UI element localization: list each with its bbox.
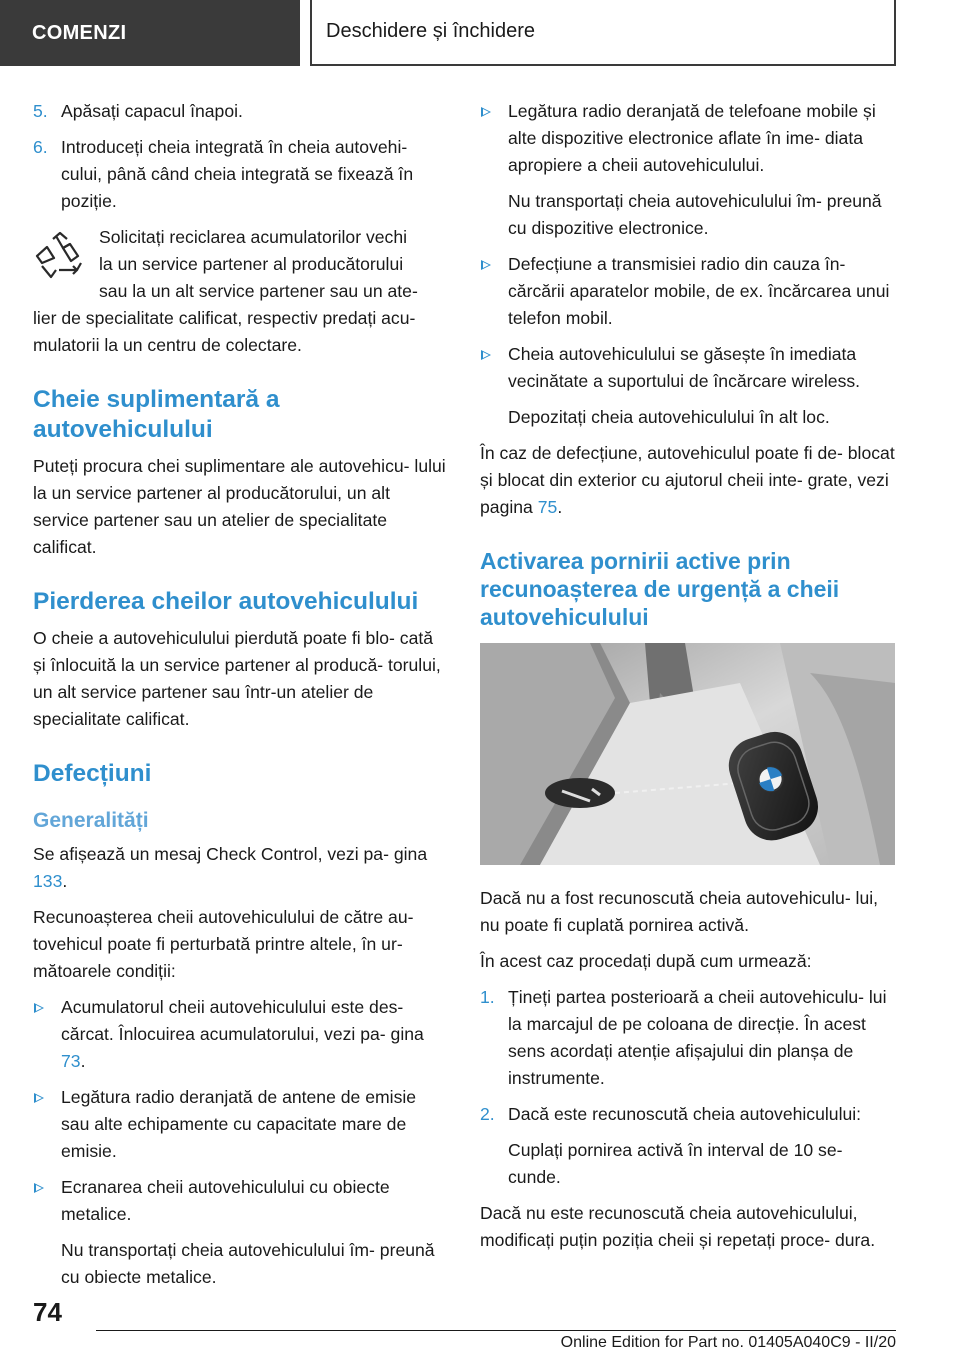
paragraph-text: În caz de defecțiune, autovehiculul poate fi de‐ blocat și blocat din exterior cu ajutorul cheii inte‐ grate, vezi pagina <box>480 443 895 517</box>
heading-extra-key: Cheie suplimentară a autovehiculului <box>33 386 280 443</box>
paragraph-procedure: În acest caz procedați după cum urmează: <box>480 951 812 971</box>
recycling-note <box>33 224 449 359</box>
step-text: Țineți partea posterioară a cheii autovehiculu‐ lui la marcajul de pe coloana de direcție. În acest sens acordați atenție afișajului din planșa de instrumente. <box>508 987 887 1088</box>
bullet-triangle-icon <box>481 350 491 360</box>
bullet-subtext: Nu transportați cheia autovehiculului îm‐ preună cu dispozitive electronice. <box>508 191 882 238</box>
step-subtext: Cuplați pornirea activă în interval de 10 se‐ cunde. <box>508 1140 843 1187</box>
note-text: lier de specialitate calificat, respectiv predați acu‐ mulatorii la un centru de colectare. <box>33 308 416 355</box>
footer-edition: Online Edition for Part no. 01405A040C9 - II/20 <box>560 1334 896 1351</box>
note-line: sau la un alt service partener sau un ate‐ <box>99 281 418 301</box>
paragraph-text: . <box>557 497 563 517</box>
step-text: Apăsați capacul înapoi. <box>61 101 243 121</box>
bullet-item <box>33 994 449 1075</box>
chapter-title: Deschidere și închidere <box>310 0 896 66</box>
bullet-triangle-icon <box>34 1003 44 1013</box>
bullet-item <box>480 341 895 395</box>
step-item <box>33 134 449 215</box>
page-number: 74 <box>33 1297 62 1327</box>
bullet-text: Cheia autovehiculului se găsește în imediata vecinătate a suportului de încărcare wireless. <box>508 344 861 391</box>
bullet-triangle-icon <box>34 1093 44 1103</box>
paragraph-lost-keys: O cheie a autovehiculului pierdută poate fi blo‐ cată și înlocuită la un service partener al producă‐ torului, un alt service partener sau într-un atelier de specialitate calificat. <box>33 628 441 729</box>
bullet-text: . <box>80 1051 86 1071</box>
heading-lost-keys: Pierderea cheilor autovehiculului <box>33 588 419 615</box>
bullet-text: Legătura radio deranjată de antene de emisie sau alte echipamente cu capacitate mare de emisie. <box>61 1087 417 1161</box>
footer-divider <box>96 1330 896 1331</box>
paragraph-text: Se afișează un mesaj Check Control, vezi pa‐ gina <box>33 844 428 864</box>
bullet-triangle-icon <box>481 260 491 270</box>
bullet-text: Defecțiune a transmisiei radio din cauza în‐ cărcării aparatelor mobile, de ex. încărcarea unui telefon mobil. <box>508 254 890 328</box>
bullet-triangle-icon <box>481 107 491 117</box>
paragraph-extra-key: Puteți procura chei suplimentare ale autovehicu‐ lului la un service partener al producătorului, un alt service partener sau un atelier de specialitate calificat. <box>33 456 446 557</box>
paragraph-fault <box>480 440 895 521</box>
paragraph-text: . <box>62 871 68 891</box>
bullet-subtext: Nu transportați cheia autovehiculului îm‐ preună cu obiecte metalice. <box>61 1240 435 1287</box>
step-text: Introduceți cheia integrată în cheia autovehi‐ cului, până când cheia integrată se fixează în poziție. <box>61 137 414 211</box>
note-line: Solicitați reciclarea acumulatorilor vechi <box>99 227 408 247</box>
car-interior-illustration <box>480 643 895 865</box>
bullet-item <box>480 251 895 332</box>
bullet-item <box>33 1174 449 1228</box>
step-item <box>33 98 449 125</box>
bullet-item <box>33 1084 449 1165</box>
note-line: la un service partener al producătorului <box>99 254 404 274</box>
step-number: 5. <box>33 101 48 121</box>
heading-general: Generalități <box>33 809 149 832</box>
page-link-73[interactable]: 73 <box>61 1051 81 1071</box>
recycle-icon <box>33 230 87 284</box>
paragraph-final: Dacă nu este recunoscută cheia autovehiculului, modificați puțin poziția cheii și repetați proce‐ dura. <box>480 1203 876 1250</box>
left-column <box>33 98 449 1300</box>
bullet-triangle-icon <box>34 1183 44 1193</box>
step-item <box>480 984 895 1092</box>
bullet-item <box>480 98 895 179</box>
step-text: Dacă este recunoscută cheia autovehiculului: <box>508 1104 862 1124</box>
paragraph-general <box>33 841 449 895</box>
step-number: 1. <box>480 987 495 1007</box>
heading-faults: Defecțiuni <box>33 760 152 787</box>
right-column <box>480 98 895 1263</box>
step-item <box>480 1101 895 1128</box>
page-link-133[interactable]: 133 <box>33 871 63 891</box>
bullet-text: Legătura radio deranjată de telefoane mobile și alte dispozitive electronice aflate în ime‐ diata apropiere a cheii autovehiculului. <box>508 101 876 175</box>
section-title: COMENZI <box>0 0 300 66</box>
heading-emergency-start: Activarea pornirii active prin recunoașterea de urgență a cheii autovehiculului <box>480 548 840 630</box>
page-header <box>0 0 960 66</box>
bullet-text: Acumulatorul cheii autovehiculului este des‐ cărcat. Înlocuirea acumulatorului, vezi pa‐ gina <box>61 997 424 1044</box>
paragraph-recognition: Recunoașterea cheii autovehiculului de către au‐ tovehicul poate fi perturbată printre altele, în ur‐ mătoarele condiții: <box>33 907 414 981</box>
step-number: 2. <box>480 1104 495 1124</box>
paragraph-not-recognized: Dacă nu a fost recunoscută cheia autovehiculu‐ lui, nu poate fi cuplată pornirea activă. <box>480 888 879 935</box>
step-number: 6. <box>33 137 48 157</box>
key-on-steering-column-photo <box>480 643 895 865</box>
bullet-subtext: Depozitați cheia autovehiculului în alt loc. <box>508 407 830 427</box>
page-link-75[interactable]: 75 <box>537 497 558 517</box>
bullet-text: Ecranarea cheii autovehiculului cu obiecte metalice. <box>61 1177 390 1224</box>
